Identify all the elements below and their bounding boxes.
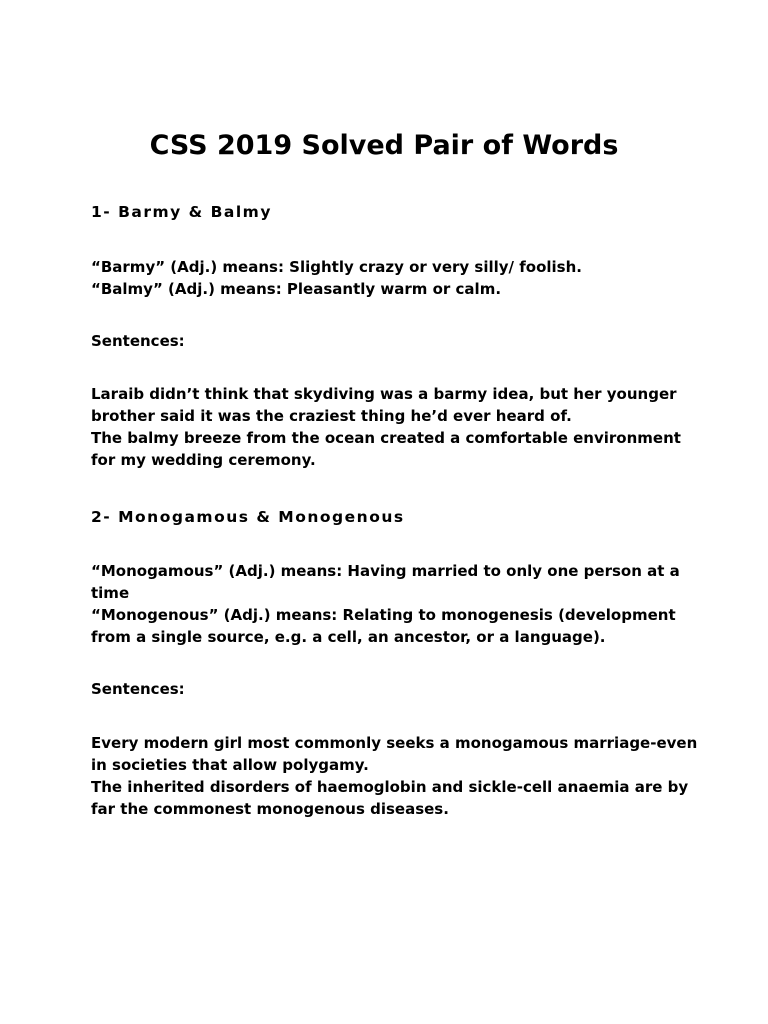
sentences-1	[91, 383, 691, 471]
sentence-line: Laraib didn’t think that skydiving was a barmy idea, but her younger	[91, 385, 677, 403]
definition-line: “Balmy” (Adj.) means: Pleasantly warm or calm.	[91, 280, 502, 298]
sentence-line: Every modern girl most commonly seeks a monogamous marriage-even	[91, 734, 698, 752]
definition-line: “Barmy” (Adj.) means: Slightly crazy or very silly/ foolish.	[91, 258, 582, 276]
sentences-label-2: Sentences:	[91, 680, 185, 698]
sentences-label-1: Sentences:	[91, 332, 185, 350]
sentence-line: far the commonest monogenous diseases.	[91, 800, 449, 818]
definition-line: “Monogenous” (Adj.) means: Relating to monogenesis (development	[91, 606, 676, 624]
sentence-line: brother said it was the craziest thing he’d ever heard of.	[91, 407, 572, 425]
section-heading-1: 1- Barmy & Balmy	[91, 203, 272, 221]
sentence-line: for my wedding ceremony.	[91, 451, 316, 469]
sentence-line: in societies that allow polygamy.	[91, 756, 369, 774]
definition-line: from a single source, e.g. a cell, an ancestor, or a language).	[91, 628, 606, 646]
definition-line: time	[91, 584, 130, 602]
sentences-2	[91, 732, 698, 820]
section-heading-2: 2- Monogamous & Monogenous	[91, 508, 405, 526]
definition-line: “Monogamous” (Adj.) means: Having married to only one person at a	[91, 562, 680, 580]
definitions-1	[91, 256, 691, 300]
sentence-line: The inherited disorders of haemoglobin and sickle-cell anaemia are by	[91, 778, 689, 796]
sentence-line: The balmy breeze from the ocean created a comfortable environment	[91, 429, 681, 447]
definitions-2	[91, 560, 691, 648]
page-title: CSS 2019 Solved Pair of Words	[149, 130, 619, 161]
